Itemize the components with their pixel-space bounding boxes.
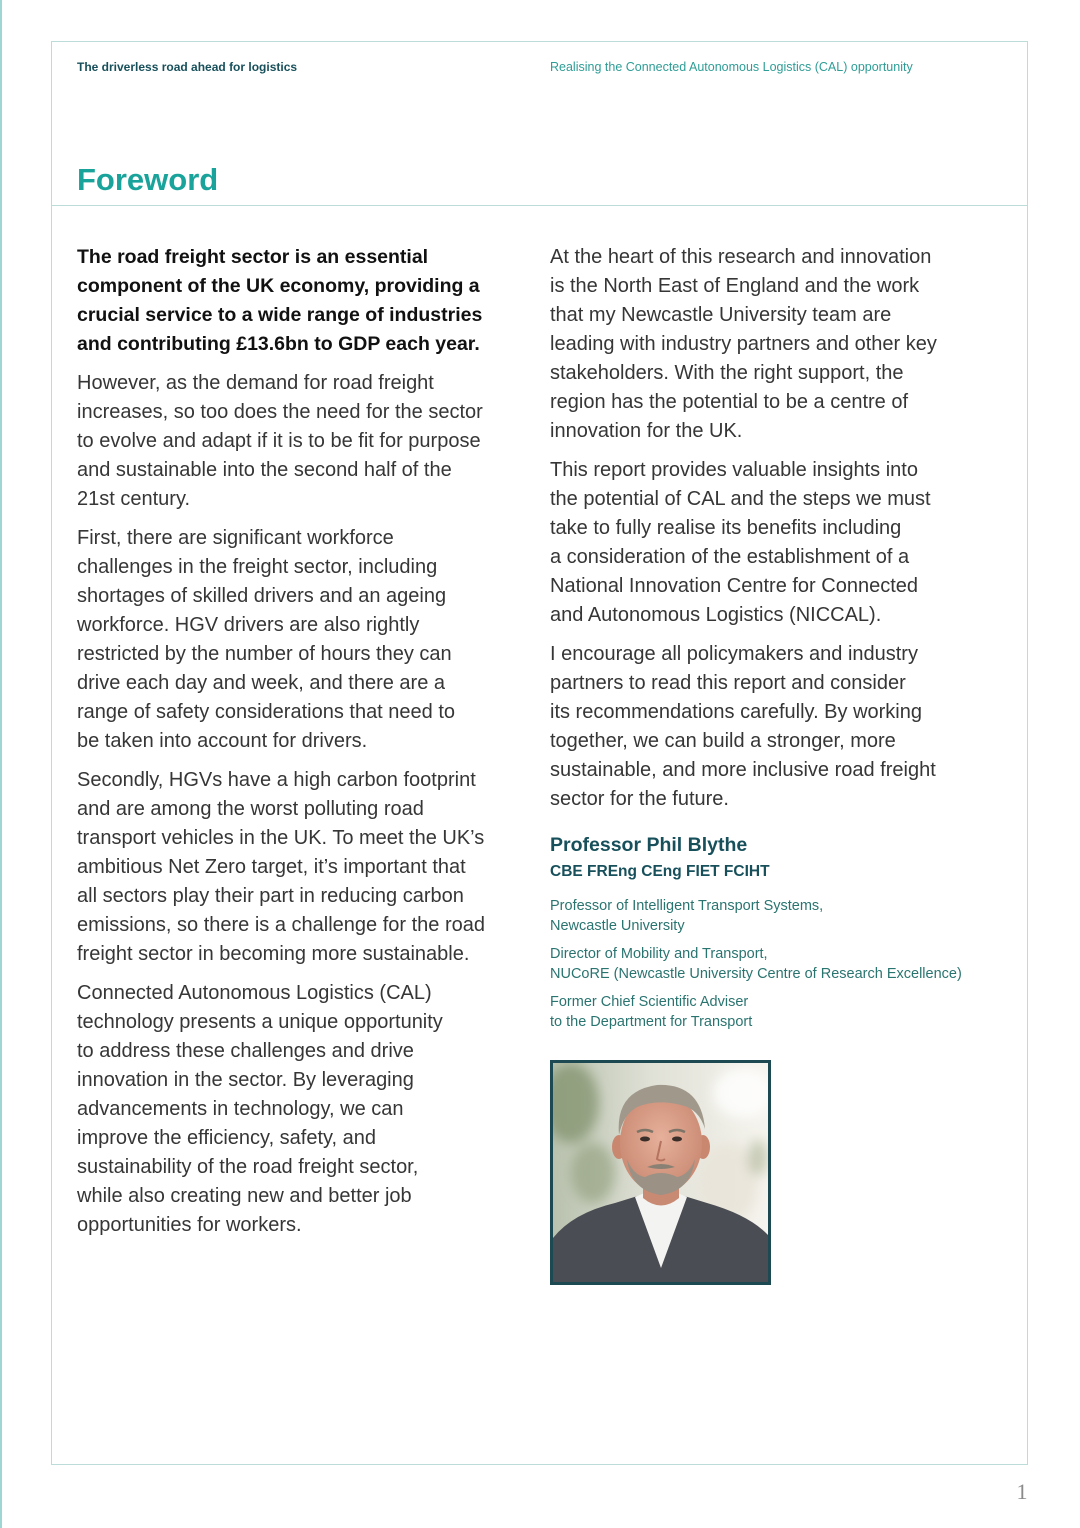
text-line: together, we can build a stronger, more <box>550 730 896 752</box>
text-line: restricted by the number of hours they can <box>77 643 452 665</box>
paragraph <box>77 979 542 1240</box>
text-line: range of safety considerations that need to <box>77 701 456 723</box>
text-line: and sustainable into the second half of the <box>77 459 452 481</box>
signature-postnominals: CBE FREng CEng FIET FCIHT <box>550 863 770 880</box>
text-line: 21st century. <box>77 488 191 510</box>
text-line: This report provides valuable insights into <box>550 459 918 481</box>
text-line: and contributing £13.6bn to GDP each year. <box>77 333 480 355</box>
signature-roles <box>550 896 1010 1040</box>
page-title: Foreword <box>77 162 219 197</box>
page-edge-line <box>0 0 2 1528</box>
text-line: Secondly, HGVs have a high carbon footprint <box>77 769 476 791</box>
signature-role <box>550 992 1010 1032</box>
title-divider <box>52 205 1027 206</box>
paragraph <box>77 524 542 756</box>
text-line: all sectors play their part in reducing carbon <box>77 885 464 907</box>
paragraph <box>77 369 542 514</box>
text-line: to the Department for Transport <box>550 1014 753 1030</box>
text-line: National Innovation Centre for Connected <box>550 575 919 597</box>
text-line: region has the potential to be a centre of <box>550 391 909 413</box>
text-line: Professor of Intelligent Transport Systems, <box>550 898 824 914</box>
text-line: the potential of CAL and the steps we must <box>550 488 931 510</box>
text-line: while also creating new and better job <box>77 1185 412 1207</box>
text-line: partners to read this report and consider <box>550 672 906 694</box>
paragraph <box>550 243 1010 446</box>
text-line: stakeholders. With the right support, the <box>550 362 904 384</box>
text-line: be taken into account for drivers. <box>77 730 368 752</box>
text-line: that my Newcastle University team are <box>550 304 892 326</box>
text-line: and are among the worst polluting road <box>77 798 424 820</box>
text-line: NUCoRE (Newcastle University Centre of Research Excellence) <box>550 966 962 982</box>
text-line: freight sector in becoming more sustainable. <box>77 943 470 965</box>
text-line: sustainable, and more inclusive road freight <box>550 759 936 781</box>
text-line: a consideration of the establishment of a <box>550 546 910 568</box>
left-eye <box>640 1137 650 1142</box>
text-line: However, as the demand for road freight <box>77 372 434 394</box>
text-line: transport vehicles in the UK. To meet the UK’s <box>77 827 485 849</box>
text-line: its recommendations carefully. By working <box>550 701 922 723</box>
text-line: Newcastle University <box>550 918 685 934</box>
signature-role <box>550 944 1010 984</box>
text-line: is the North East of England and the work <box>550 275 920 297</box>
text-line: sustainability of the road freight sector, <box>77 1156 419 1178</box>
text-line: innovation in the sector. By leveraging <box>77 1069 414 1091</box>
text-line: Director of Mobility and Transport, <box>550 946 768 962</box>
right-column <box>550 243 1010 824</box>
text-line: Former Chief Scientific Adviser <box>550 994 749 1010</box>
text-line: improve the efficiency, safety, and <box>77 1127 377 1149</box>
text-line: workforce. HGV drivers are also rightly <box>77 614 420 636</box>
text-line: The road freight sector is an essential <box>77 246 429 268</box>
text-line: innovation for the UK. <box>550 420 743 442</box>
paragraph <box>550 640 1010 814</box>
signature-role <box>550 896 1010 936</box>
text-line: advancements in technology, we can <box>77 1098 404 1120</box>
text-line: component of the UK economy, providing a <box>77 275 480 297</box>
portrait-photo <box>550 1060 771 1285</box>
text-line: emissions, so there is a challenge for the road <box>77 914 485 936</box>
paragraph <box>77 766 542 969</box>
running-header-title: The driverless road ahead for logistics <box>77 60 298 74</box>
right-eye <box>672 1137 682 1142</box>
text-line: to evolve and adapt if it is to be fit for purpose <box>77 430 481 452</box>
text-line: challenges in the freight sector, including <box>77 556 438 578</box>
text-line: At the heart of this research and innovation <box>550 246 932 268</box>
text-line: ambitious Net Zero target, it’s important that <box>77 856 466 878</box>
text-line: First, there are significant workforce <box>77 527 394 549</box>
intro-paragraph <box>77 243 542 359</box>
text-line: increases, so too does the need for the sector <box>77 401 483 423</box>
text-line: I encourage all policymakers and industry <box>550 643 918 665</box>
paragraph <box>550 456 1010 630</box>
text-line: shortages of skilled drivers and an ageing <box>77 585 447 607</box>
left-column <box>77 243 542 1250</box>
signature-name: Professor Phil Blythe <box>550 834 748 856</box>
text-line: leading with industry partners and other key <box>550 333 937 355</box>
running-header-subtitle: Realising the Connected Autonomous Logistics (CAL) opportunity <box>550 60 913 74</box>
text-line: crucial service to a wide range of industries <box>77 304 483 326</box>
page-number: 1 <box>1016 1479 1028 1504</box>
text-line: opportunities for workers. <box>77 1214 302 1236</box>
text-line: Connected Autonomous Logistics (CAL) <box>77 982 432 1004</box>
text-line: take to fully realise its benefits including <box>550 517 902 539</box>
text-line: and Autonomous Logistics (NICCAL). <box>550 604 882 626</box>
text-line: sector for the future. <box>550 788 729 810</box>
text-line: technology presents a unique opportunity <box>77 1011 443 1033</box>
text-line: drive each day and week, and there are a <box>77 672 446 694</box>
text-line: to address these challenges and drive <box>77 1040 414 1062</box>
